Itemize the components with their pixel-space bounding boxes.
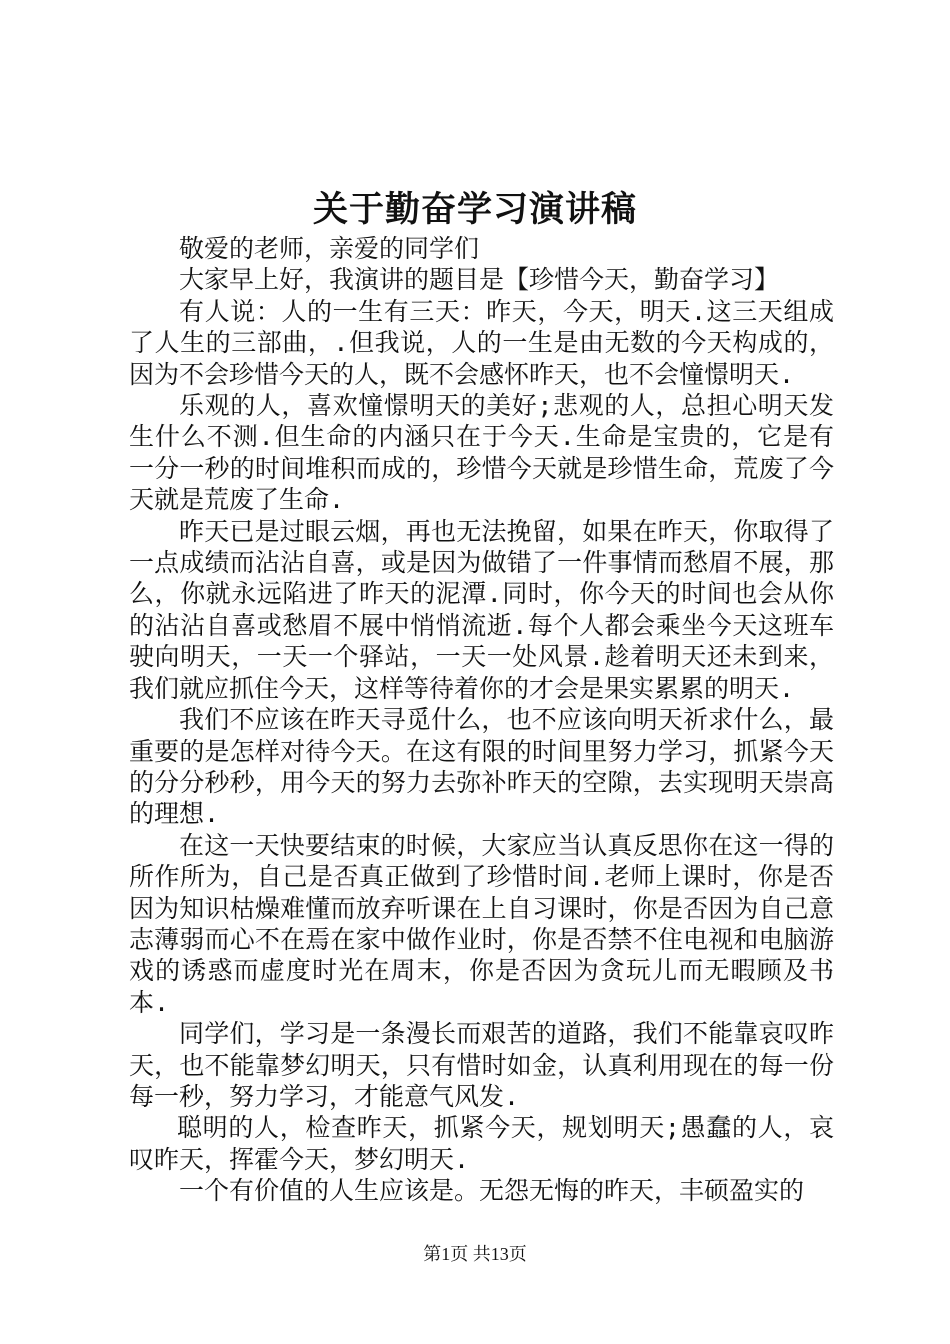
body-paragraph: 聪明的人，检查昨天，抓紧今天，规划明天;愚蠢的人，哀叹昨天，挥霍今天，梦幻明天. bbox=[129, 1113, 834, 1174]
body-paragraph: 一个有价值的人生应该是。无怨无悔的昨天，丰硕盈实的 bbox=[179, 1176, 805, 1206]
document-body bbox=[129, 233, 834, 1207]
body-paragraph: 乐观的人，喜欢憧憬明天的美好;悲观的人，总担心明天发生什么不测.但生命的内涵只在于今天.生命是宝贵的，它是有一分一秒的时间堆积而成的，珍惜今天就是珍惜生命，荒废了今天就是荒废了生命. bbox=[129, 391, 834, 515]
body-paragraph: 有人说：人的一生有三天：昨天，今天，明天.这三天组成了人生的三部曲，.但我说，人的一生是由无数的今天构成的，因为不会珍惜今天的人，既不会感怀昨天，也不会憧憬明天. bbox=[129, 296, 834, 389]
greeting-paragraph: 敬爱的老师，亲爱的同学们 bbox=[179, 234, 480, 263]
opening-paragraph: 大家早上好，我演讲的题目是【珍惜今天，勤奋学习】 bbox=[179, 265, 780, 295]
body-paragraph: 昨天已是过眼云烟，再也无法挽留，如果在昨天，你取得了一点成绩而沾沾自喜，或是因为做错了一件事情而愁眉不展，那么，你就永远陷进了昨天的泥潭.同时，你今天的时间也会从你的沾沾自喜或愁眉不展中悄悄流逝.每个人都会乘坐今天这班车驶向明天，一天一个驿站，一天一处风景.趁着明天还未到来，我们就应抓住今天，这样等待着你的才会是果实累累的明天. bbox=[129, 516, 834, 703]
body-paragraph: 我们不应该在昨天寻觅什么，也不应该向明天祈求什么，最重要的是怎样对待今天。在这有限的时间里努力学习，抓紧今天的分分秒秒，用今天的努力去弥补昨天的空隙，去实现明天崇高的理想. bbox=[129, 705, 834, 829]
document-title: 关于勤奋学习演讲稿 bbox=[312, 189, 637, 230]
body-paragraph: 在这一天快要结束的时候，大家应当认真反思你在这一得的所作所为，自己是否真正做到了珍惜时间.老师上课时，你是否因为知识枯燥难懂而放弃听课在上自习课时，你是否因为自己意志薄弱而心不在焉在家中做作业时，你是否禁不住电视和电脑游戏的诱惑而虚度时光在周末，你是否因为贪玩儿而无暇顾及书本. bbox=[129, 830, 834, 1017]
body-paragraph: 同学们，学习是一条漫长而艰苦的道路，我们不能靠哀叹昨天，也不能靠梦幻明天，只有惜时如金，认真利用现在的每一份每一秒，努力学习，才能意气风发. bbox=[129, 1019, 834, 1111]
page-number-footer: 第1页 共13页 bbox=[423, 1244, 527, 1264]
